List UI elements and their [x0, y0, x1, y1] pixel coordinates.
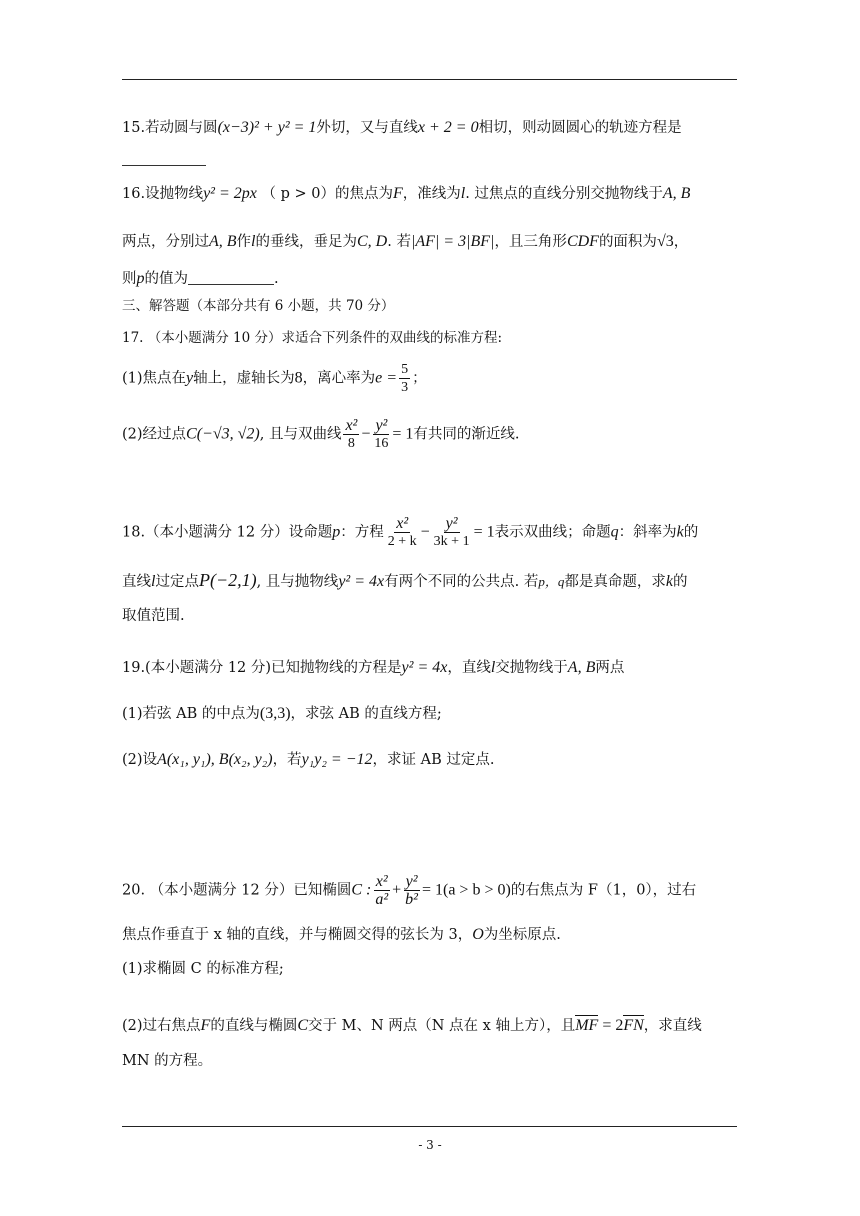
- equals-one: = 1: [392, 425, 414, 443]
- q16-blank: [188, 270, 274, 285]
- q15-line1: [122, 118, 742, 138]
- q20-line2: [122, 925, 742, 945]
- fraction-numerator: y²: [405, 873, 418, 890]
- q18-line3: 取值范围.: [122, 608, 185, 624]
- equals-one: = 1: [473, 523, 495, 541]
- q15-text: 相切，则动圆圆心的轨迹方程是: [478, 120, 682, 136]
- q20-part2-cont: MN 的方程。: [122, 1053, 213, 1069]
- q20-vector-eq: = 2: [598, 1017, 624, 1034]
- q20-text: 为坐标原点.: [483, 927, 561, 943]
- q19-text: 两点: [595, 660, 625, 676]
- q19-midpoint: (3,3): [259, 705, 291, 722]
- q18-text: 表示双曲线；命题: [494, 524, 611, 541]
- q17-part2: [122, 418, 742, 451]
- q19-text: 19.(本小题满分 12 分)已知抛物线的方程是: [122, 660, 402, 676]
- q17-y: y: [186, 369, 194, 387]
- q18-text: 直线: [122, 574, 151, 590]
- q16-text: 的值为: [144, 271, 188, 287]
- q18-text: ：斜率为: [618, 524, 677, 541]
- q16-text: ，且三角形: [494, 234, 567, 250]
- minus-sign: −: [361, 425, 371, 443]
- q17-text: , 且与双曲线: [259, 426, 342, 443]
- footer-rule: [122, 1126, 737, 1127]
- q20-text: 20. （本小题满分 12 分）已知椭圆: [122, 882, 352, 899]
- q16-points: A, B: [209, 233, 237, 250]
- q18-text: 都是真命题，求: [564, 574, 666, 590]
- q19-text: (2)设: [122, 752, 158, 768]
- q17-text: (2)经过点: [122, 426, 187, 443]
- q20-text: 的直线与椭圆: [210, 1018, 298, 1034]
- q19-part1: [122, 704, 742, 724]
- q17-text: 有共同的渐近线.: [413, 426, 520, 443]
- q18-k: k: [676, 523, 684, 541]
- plus-sign: +: [392, 881, 402, 899]
- q16-line1: [122, 184, 742, 204]
- q16-text: 16.设抛物线: [122, 186, 204, 202]
- q16-text: 则: [122, 271, 137, 287]
- q17-text: ；: [412, 370, 427, 387]
- q19-l: l: [490, 659, 496, 676]
- q16-directrix: l: [460, 185, 466, 202]
- q20-ellipse-name: C: [297, 1017, 308, 1034]
- fraction-denominator: 3: [401, 380, 409, 395]
- fraction-denominator: 2 + k: [387, 534, 417, 549]
- q17-e: e =: [375, 369, 398, 387]
- q18-p: p: [332, 523, 341, 541]
- fraction-numerator: x²: [396, 515, 409, 532]
- q16-triangle: CDF: [566, 233, 599, 250]
- q16-condition: （ p > 0）: [261, 186, 335, 202]
- fraction: [343, 418, 359, 451]
- minus-sign: −: [420, 523, 430, 541]
- page-number: - 3 -: [418, 1138, 442, 1152]
- q16-line3: [122, 269, 742, 289]
- fraction-denominator: a²: [375, 891, 389, 908]
- fraction: [432, 516, 472, 549]
- q17-axis-length: 8: [294, 369, 303, 387]
- q16-line2: [122, 232, 742, 252]
- q18-text: 的: [683, 524, 699, 541]
- q15-answer-line: [122, 150, 742, 170]
- q19-parabola-eq: y² = 4x: [401, 659, 448, 676]
- q19-text: ，求证 AB 过定点.: [372, 752, 495, 768]
- q16-focus: F: [392, 185, 403, 202]
- q18-line1: [122, 516, 742, 549]
- q16-text: ，: [673, 234, 689, 250]
- section-heading: 三、解答题（本部分共有 6 小题，共 70 分）: [122, 298, 395, 314]
- q19-text: ，若: [272, 752, 302, 768]
- fraction-numerator: x²: [345, 417, 358, 434]
- q20-text: 交于 M、N 两点（N 点在 x 轴上方），且: [308, 1018, 576, 1034]
- q17-heading: 17. （本小题满分 10 分）求适合下列条件的双曲线的标准方程:: [122, 330, 503, 346]
- q20-vector-mf: MF: [575, 1017, 599, 1034]
- q16-text: . 过焦点的直线分别交抛物线于: [465, 186, 663, 202]
- q19-line1: [122, 658, 742, 678]
- q16-p: p: [136, 270, 145, 287]
- q16-feet: C, D: [357, 233, 388, 250]
- q18-k: k: [665, 573, 673, 590]
- q17-eccentricity-fraction: [399, 362, 410, 395]
- q18-line2: [122, 570, 742, 592]
- q16-text: 两点，分别过: [122, 234, 209, 250]
- q17-text: 轴上，虚轴长为: [193, 370, 295, 387]
- q16-points: A, B: [662, 185, 691, 202]
- q20-focus: F: [200, 1017, 211, 1034]
- q20-vector-fn: FN: [623, 1017, 644, 1034]
- q20-text: 的右焦点为 F（1，0），过右: [510, 882, 697, 899]
- q17-point: C(−√3, √2): [186, 425, 260, 443]
- q16-text: 作: [236, 234, 252, 250]
- fraction-numerator: y²: [375, 417, 388, 434]
- q18-text: 有两个不同的公共点. 若: [384, 574, 539, 590]
- q17-text: ，离心率为: [302, 370, 376, 387]
- q20-text: ，求直线: [643, 1018, 702, 1034]
- fraction-denominator: 16: [374, 436, 389, 451]
- q16-text: .: [274, 271, 279, 287]
- q16-text: ，准线为: [402, 186, 461, 202]
- q16-parabola-eq: y² = 2px: [203, 185, 257, 202]
- q20-text: (2)过右焦点: [122, 1018, 201, 1034]
- fraction-numerator: x²: [375, 873, 388, 890]
- q16-text: . 若: [387, 234, 411, 250]
- q16-text: 的面积为: [598, 234, 657, 250]
- q19-part2: [122, 750, 742, 770]
- q18-point: P(−2,1): [198, 570, 257, 590]
- q20-part1: (1)求椭圆 C 的标准方程;: [122, 961, 284, 977]
- q18-pq: p，q: [538, 574, 565, 589]
- fraction: [372, 418, 390, 451]
- q20-ellipse-name: C :: [351, 881, 372, 899]
- q15-line-eq: x + 2 = 0: [417, 119, 479, 136]
- fraction: [386, 516, 419, 549]
- q16-area: √3: [656, 233, 674, 250]
- q16-directrix: l: [251, 233, 256, 250]
- q15-circle-eq: (x−3)² + y² = 1: [217, 119, 317, 136]
- fraction-denominator: 3k + 1: [433, 534, 470, 549]
- q20-line1: [122, 874, 742, 907]
- q19-point-coords: A(x₁, y₁), B(x₂, y₂): [157, 751, 273, 768]
- q15-text: 15.若动圆与圆: [122, 120, 218, 136]
- q17-part1: [122, 362, 742, 395]
- q19-text: ，直线: [447, 660, 491, 676]
- q16-text: 的焦点为: [334, 186, 393, 202]
- q20-text: 焦点作垂直于 x 轴的直线，并与椭圆交得的弦长为 3，: [122, 927, 473, 943]
- q19-text: ，求弦 AB 的直线方程;: [290, 706, 442, 722]
- q18-text: , 且与抛物线: [256, 574, 339, 590]
- q16-ratio-eq: |AF| = 3|BF|: [410, 233, 495, 250]
- q20-origin: O: [472, 926, 484, 943]
- q18-q: q: [610, 523, 619, 541]
- q19-points: A, B: [567, 659, 596, 676]
- q15-text: 外切，又与直线: [316, 120, 418, 136]
- q20-part2: [122, 1016, 742, 1036]
- q16-text: 的垂线，垂足为: [255, 234, 357, 250]
- q19-text: (1)若弦 AB 的中点为: [122, 706, 260, 722]
- q17-text: (1)焦点在: [122, 370, 187, 387]
- q19-product-eq: y₁y₂ = −12: [301, 751, 373, 768]
- fraction: [373, 874, 390, 907]
- fraction-numerator: 5: [401, 362, 409, 377]
- q15-blank: [122, 151, 206, 166]
- q20-ellipse-condition: = 1(a > b > 0): [421, 881, 511, 899]
- fraction-numerator: y²: [445, 515, 458, 532]
- q18-l: l: [151, 573, 156, 590]
- fraction-denominator: 8: [347, 436, 355, 451]
- fraction-denominator: b²: [405, 891, 418, 908]
- header-rule: [122, 79, 737, 80]
- q18-text: 18.（本小题满分 12 分）设命题: [122, 524, 333, 541]
- q18-text: ：方程: [340, 524, 384, 541]
- fraction: [403, 874, 420, 907]
- q18-text: 过定点: [155, 574, 199, 590]
- q18-parabola-eq: y² = 4x: [338, 573, 385, 590]
- q19-text: 交抛物线于: [495, 660, 568, 676]
- q18-text: 的: [672, 574, 688, 590]
